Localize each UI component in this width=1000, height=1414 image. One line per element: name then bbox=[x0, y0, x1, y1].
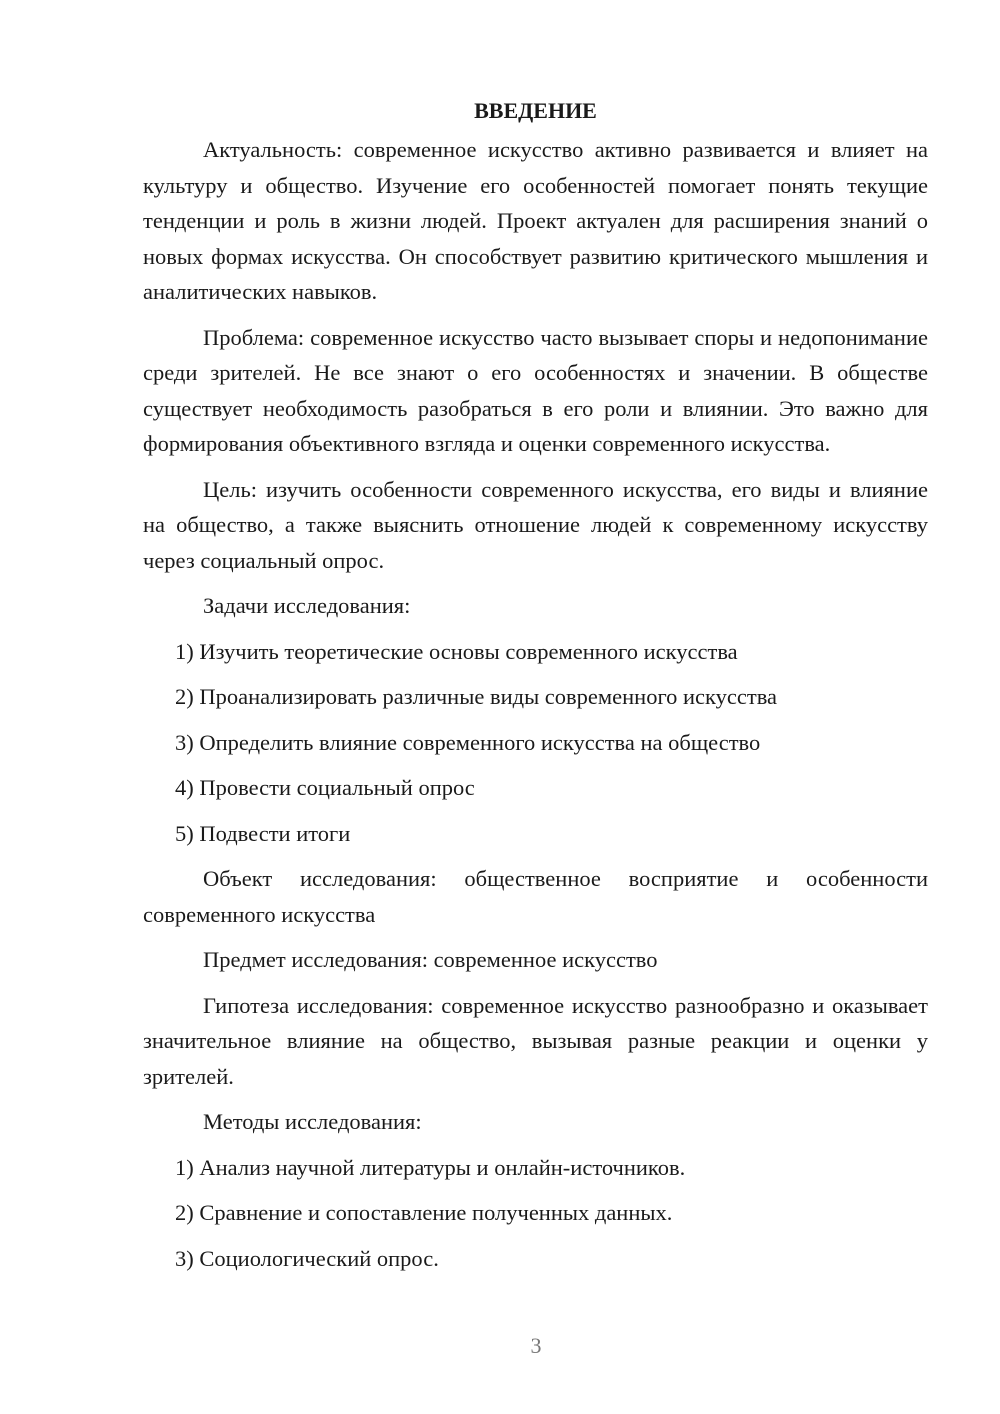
tasks-list bbox=[143, 634, 928, 852]
method-item: 1) Анализ научной литературы и онлайн-источников. bbox=[175, 1154, 686, 1180]
actuality-paragraph: Актуальность: современное искусство активно развивается и влияет на культуру и общество. Изучение его особенностей помогает понять текущие тенденции и роль в жизни людей. Проект актуален для расширения знаний о новых формах искусства. Он способствует развитию критического мышления и аналитических навыков. bbox=[143, 137, 928, 304]
page-number: 3 bbox=[530, 1333, 542, 1358]
task-item: 3) Определить влияние современного искусства на общество bbox=[175, 729, 761, 755]
method-item: 3) Социологический опрос. bbox=[175, 1245, 439, 1271]
problem-paragraph: Проблема: современное искусство часто вызывает споры и недопонимание среди зрителей. Не все знают о его особенностях и значении. В обществе существует необходимость разобраться в его роли и влиянии. Это важно для формирования объективного взгляда и оценки современного искусства. bbox=[143, 324, 928, 456]
task-item: 4) Провести социальный опрос bbox=[175, 775, 475, 800]
object-paragraph: Объект исследования: общественное восприятие и особенности современного искусства bbox=[143, 866, 928, 927]
methods-list bbox=[143, 1150, 928, 1277]
task-item: 5) Подвести итоги bbox=[175, 820, 351, 846]
method-item: 2) Сравнение и сопоставление полученных данных. bbox=[175, 1200, 673, 1225]
tasks-heading: Задачи исследования: bbox=[203, 593, 411, 618]
goal-paragraph: Цель: изучить особенности современного искусства, его виды и влияние на общество, а также выяснить отношение людей к современному искусству через социальный опрос. bbox=[143, 476, 928, 573]
document-page bbox=[143, 94, 928, 1286]
task-item: 2) Проанализировать различные виды современного искусства bbox=[175, 684, 778, 709]
task-item: 1) Изучить теоретические основы современного искусства bbox=[175, 638, 738, 664]
methods-heading: Методы исследования: bbox=[203, 1109, 422, 1134]
subject-paragraph: Предмет исследования: современное искусство bbox=[203, 947, 658, 972]
section-title: ВВЕДЕНИЕ bbox=[474, 98, 597, 123]
hypothesis-paragraph: Гипотеза исследования: современное искусство разнообразно и оказывает значительное влияние на общество, вызывая разные реакции и оценки у зрителей. bbox=[143, 992, 928, 1089]
